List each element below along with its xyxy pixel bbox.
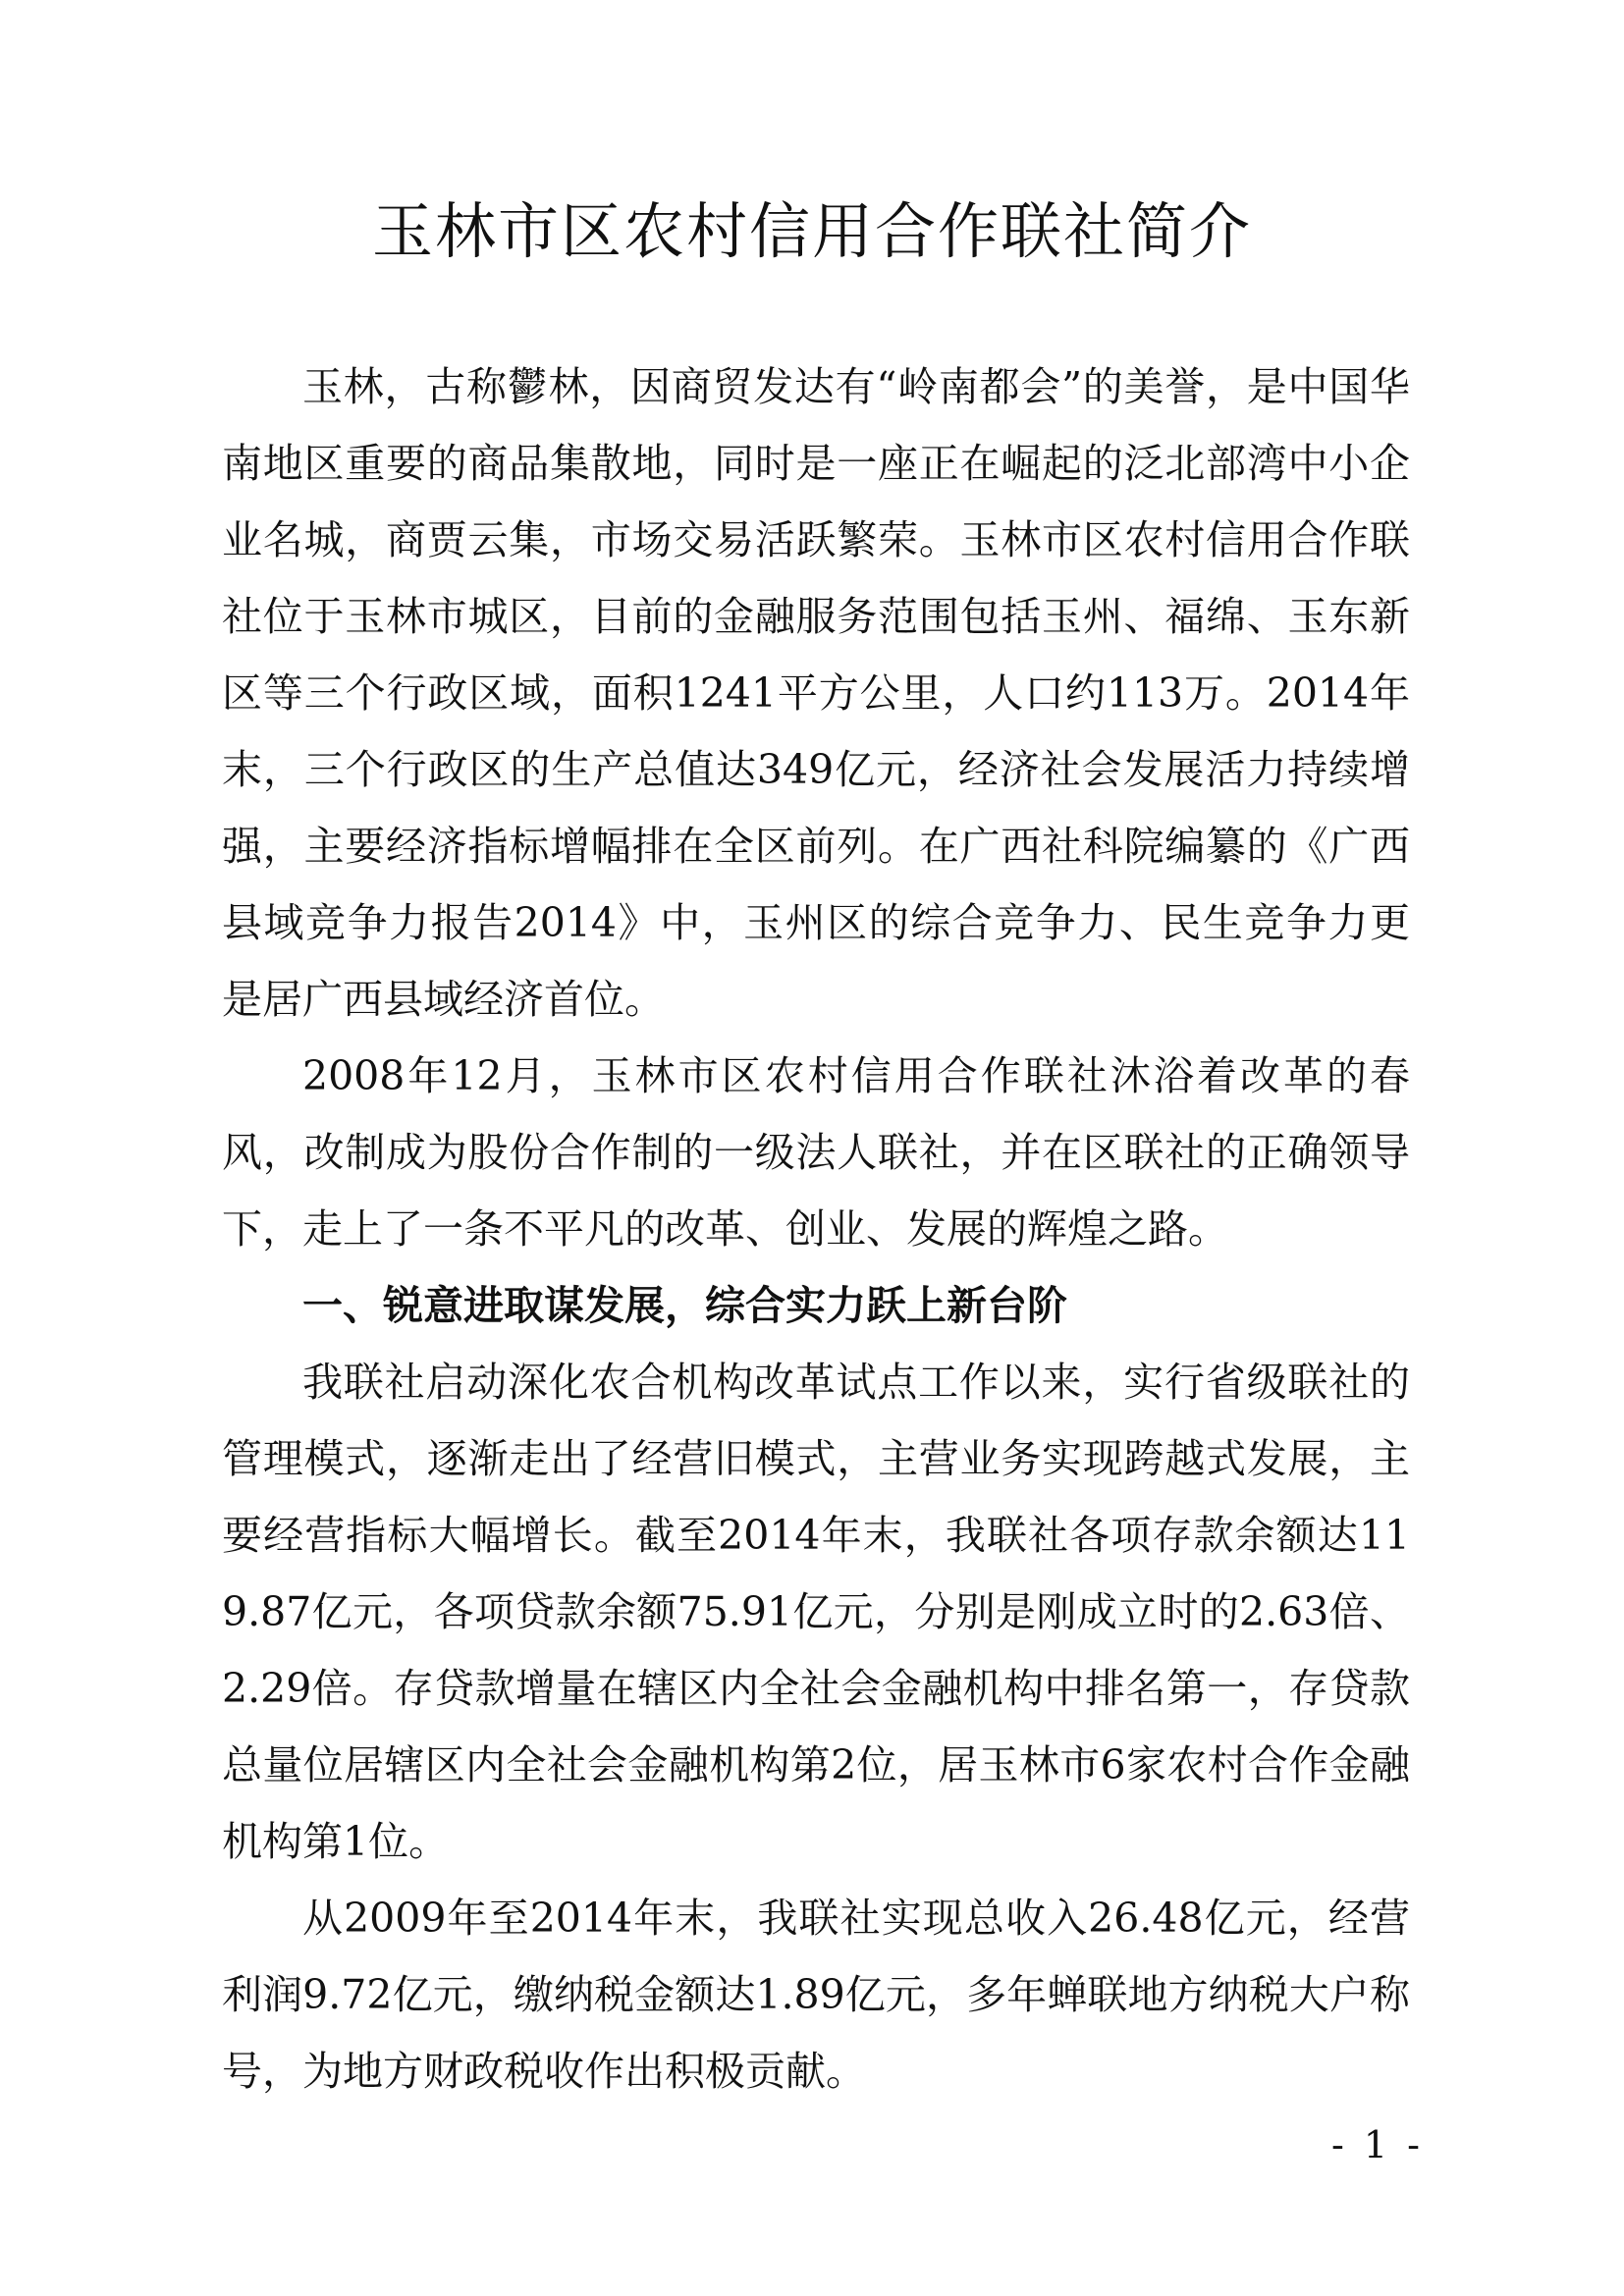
section-paragraph-deposits: 我联社启动深化农合机构改革试点工作以来，实行省级联社的管理模式，逐渐走出了经营旧模式，主营业务实现跨越式发展，主要经营指标大幅增长。截至2014年末，我联社各项存款余额达119.87亿元，各项贷款余额75.91亿元，分别是刚成立时的2.63倍、2.29倍。存贷款增量在辖区内全社会金融机构中排名第一，存贷款总量位居辖区内全社会金融机构第2位，居玉林市6家农村合作金融机构第1位。	[222, 1359, 1410, 1865]
intro-paragraph: 玉林，古称鬱林，因商贸发达有“岭南都会”的美誉，是中国华南地区重要的商品集散地，同时是一座正在崛起的泛北部湾中小企业名城，商贾云集，市场交易活跃繁荣。玉林市区农村信用合作联社位于玉林市城区，目前的金融服务范围包括玉州、福绵、玉东新区等三个行政区域，面积1241平方公里，人口约113万。2014年末，三个行政区的生产总值达349亿元，经济社会发展活力持续增强，主要经济指标增幅排在全区前列。在广西社科院编纂的《广西县域竞争力报告2014》中，玉州区的综合竞争力、民生竞争力更是居广西县域经济首位。	[222, 363, 1410, 1023]
reform-paragraph: 2008年12月，玉林市区农村信用合作联社沐浴着改革的春风，改制成为股份合作制的一级法人联社，并在区联社的正确领导下，走上了一条不平凡的改革、创业、发展的辉煌之路。	[222, 1052, 1410, 1253]
section-heading: 一、锐意进取谋发展，综合实力跃上新台阶	[302, 1282, 1067, 1329]
section-paragraph-revenue: 从2009年至2014年末，我联社实现总收入26.48亿元，经营利润9.72亿元，缴纳税金额达1.89亿元，多年蝉联地方纳税大户称号，为地方财政税收作出积极贡献。	[222, 1895, 1410, 2095]
document-body	[222, 348, 1410, 2109]
page-number: - 1 -	[1330, 2123, 1424, 2166]
document-title: 玉林市区农村信用合作联社简介	[371, 195, 1252, 267]
